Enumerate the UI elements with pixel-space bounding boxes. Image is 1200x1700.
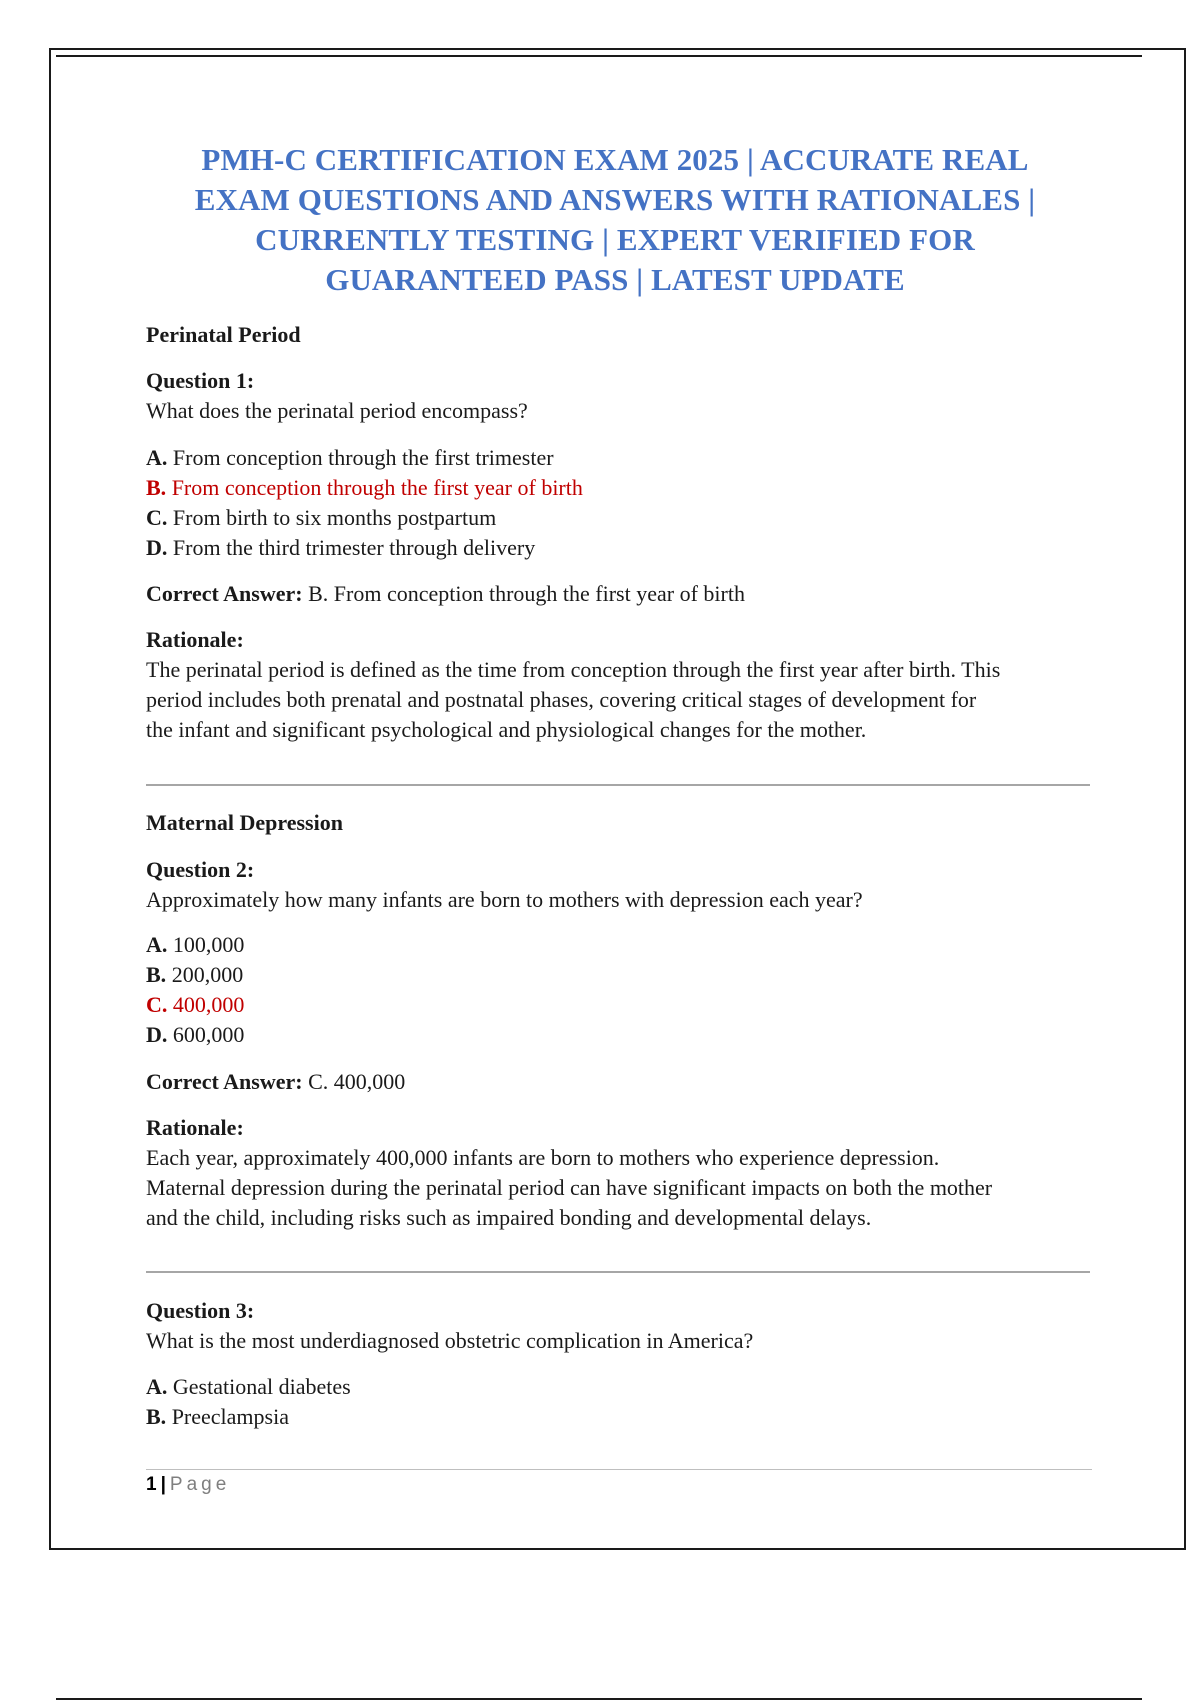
correct-answer: Correct Answer: C. 400,000: [146, 1069, 406, 1094]
question-text: Approximately how many infants are born to mothers with depression each year?: [146, 887, 863, 912]
rationale-line: Each year, approximately 400,000 infants are born to mothers who experience depression.: [146, 1145, 940, 1170]
section-divider: [146, 784, 1090, 786]
section-divider: [146, 1271, 1090, 1273]
title-line: EXAM QUESTIONS AND ANSWERS WITH RATIONALES |: [194, 182, 1036, 217]
page-label: Page: [169, 1474, 231, 1495]
title-line: CURRENTLY TESTING | EXPERT VERIFIED FOR: [255, 222, 975, 257]
rationale-block: [146, 1113, 1096, 1233]
footer-separator: |: [160, 1474, 166, 1495]
question-block: [146, 855, 1096, 915]
option-b: B. Preeclampsia: [146, 1404, 289, 1429]
option-d: D. From the third trimester through delivery: [146, 535, 536, 560]
rationale-label: Rationale:: [146, 1115, 244, 1140]
rationale-label: Rationale:: [146, 627, 244, 652]
title-line: GUARANTEED PASS | LATEST UPDATE: [325, 262, 905, 297]
option-c: C. From birth to six months postpartum: [146, 505, 497, 530]
options-list: [146, 443, 1096, 563]
rationale-line: and the child, including risks such as impaired bonding and developmental delays.: [146, 1205, 872, 1230]
question-label: Question 3:: [146, 1298, 255, 1323]
question-label: Question 2:: [146, 857, 255, 882]
option-b: B. 200,000: [146, 962, 244, 987]
document-title: [145, 140, 1085, 300]
rationale-block: [146, 625, 1096, 745]
rationale-line: Maternal depression during the perinatal period can have significant impacts on both the mother: [146, 1175, 993, 1200]
rationale-line: period includes both prenatal and postnatal phases, covering critical stages of development for: [146, 687, 977, 712]
option-a: A. 100,000: [146, 932, 245, 957]
correct-answer: Correct Answer: B. From conception through the first year of birth: [146, 581, 745, 606]
option-a: A. Gestational diabetes: [146, 1374, 351, 1399]
options-list: [146, 1372, 1096, 1432]
rationale-line: the infant and significant psychological and physiological changes for the mother.: [146, 717, 867, 742]
top-rule: [56, 55, 1142, 57]
option-d: D. 600,000: [146, 1022, 245, 1047]
page-footer: [146, 1474, 230, 1496]
title-line: PMH-C CERTIFICATION EXAM 2025 | ACCURATE REAL: [201, 142, 1029, 177]
question-text: What does the perinatal period encompass?: [146, 398, 528, 423]
option-c-correct: C. 400,000: [146, 992, 245, 1017]
question-block: [146, 1296, 1096, 1356]
section-heading: Maternal Depression: [146, 810, 343, 835]
rationale-line: The perinatal period is defined as the time from conception through the first year after birth. This: [146, 657, 1001, 682]
options-list: [146, 930, 1096, 1050]
question-text: What is the most underdiagnosed obstetric complication in America?: [146, 1328, 754, 1353]
option-a: A. From conception through the first trimester: [146, 445, 554, 470]
option-b-correct: B. From conception through the first year of birth: [146, 475, 583, 500]
page-number: 1: [146, 1474, 157, 1495]
question-block: [146, 366, 1096, 426]
question-label: Question 1:: [146, 368, 255, 393]
section-heading: Perinatal Period: [146, 322, 301, 347]
footer-rule: [146, 1469, 1092, 1470]
